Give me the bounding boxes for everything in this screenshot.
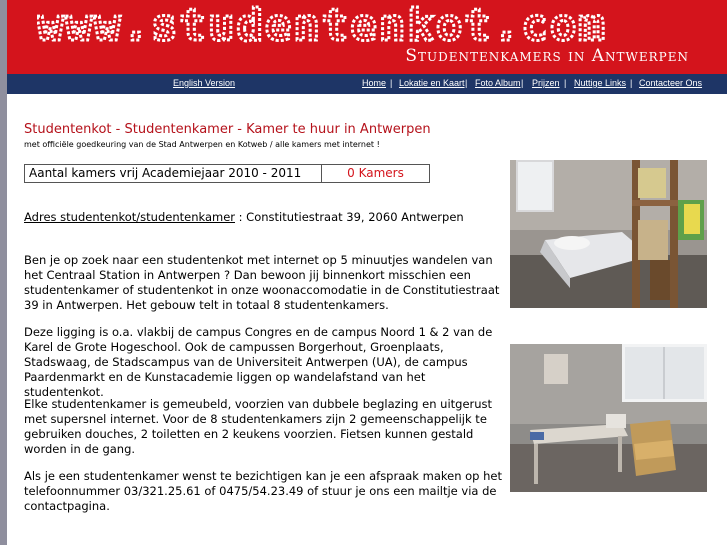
room-photo-bed <box>510 160 707 308</box>
availability-label: Aantal kamers vrij Academiejaar 2010 - 2011 <box>25 165 322 182</box>
page-title: Studentenkot - Studentenkamer - Kamer te huur in Antwerpen <box>24 122 431 137</box>
address-value: : Constitutiestraat 39, 2060 Antwerpen <box>235 210 464 224</box>
room-photo-desk <box>510 344 707 492</box>
nav-nuttige-links-link[interactable]: Nuttige Links <box>574 78 627 88</box>
address-line <box>24 210 464 224</box>
nav-home-link[interactable]: Home <box>362 78 387 88</box>
english-version-link[interactable]: English Version <box>173 78 236 88</box>
nav-prijzen-link[interactable]: Prijzen <box>532 78 560 88</box>
banner-subtitle: Studentenkamers in Antwerpen <box>405 46 689 66</box>
availability-table <box>24 164 430 183</box>
site-logo-url <box>37 2 707 46</box>
nav-separator: | <box>390 78 393 88</box>
nav-lokatie-link[interactable]: Lokatie en Kaart <box>399 78 465 88</box>
nav-separator: | <box>521 78 524 88</box>
nav-separator: | <box>630 78 633 88</box>
page-subtitle: met officiële goedkeuring van de Stad Antwerpen en Kotweb / alle kamers met internet ! <box>24 140 380 149</box>
nav-separator: | <box>465 78 468 88</box>
nav-foto-album-link[interactable]: Foto Album <box>475 78 521 88</box>
site-banner <box>7 0 727 74</box>
logo-url-text: www.studentenkot.com <box>37 2 607 46</box>
intro-header <box>24 122 504 150</box>
paragraph-intro: Ben je op zoek naar een studentenkot met internet op 5 minuutjes wandelen van het Centraal Station in Antwerpen ? Dan bewoon jij binnenkort misschien een studentenkamer of studentenkot in onze woonaccomodatie in de Constitutiestraat 39 in Antwerpen. Het gebouw telt in totaal 8 studentenkamers. <box>24 253 500 312</box>
nav-separator: | <box>564 78 567 88</box>
availability-value: 0 Kamers <box>347 166 404 180</box>
nav-contacteer-ons-link[interactable]: Contacteer Ons <box>639 78 703 88</box>
paragraph-facilities: Elke studentenkamer is gemeubeld, voorzien van dubbele beglazing en uitgerust met supersnel internet. Voor de 8 studentenkamers zijn 2 gemeenschappelijk te gebruiken douches, 2 toiletten en 2 keukens voorzien. Fietsen kunnen gestald worden in de gang. <box>24 397 493 456</box>
left-border-bar <box>0 0 7 545</box>
address-link[interactable]: Adres studentenkot/studentenkamer <box>24 210 235 224</box>
navigation-bar <box>7 74 727 94</box>
paragraph-location: Deze ligging is o.a. vlakbij de campus Congres en de campus Noord 1 & 2 van de Karel de Grote Hogeschool. Ook de campussen Borgerhout, Groenplaats, Stadswaag, de Stadscampus van de Universiteit Antwerpen (UA), de campus Paardenmarkt en de Kunstacademie liggen op wandelafstand van het studentenkot. <box>24 325 493 399</box>
paragraph-contact: Als je een studentenkamer wenst te bezichtigen kan je een afspraak maken op het telefoonnummer 03/321.25.61 of 0475/54.23.49 of stuur je ons een mailtje via de contactpagina. <box>24 469 503 513</box>
